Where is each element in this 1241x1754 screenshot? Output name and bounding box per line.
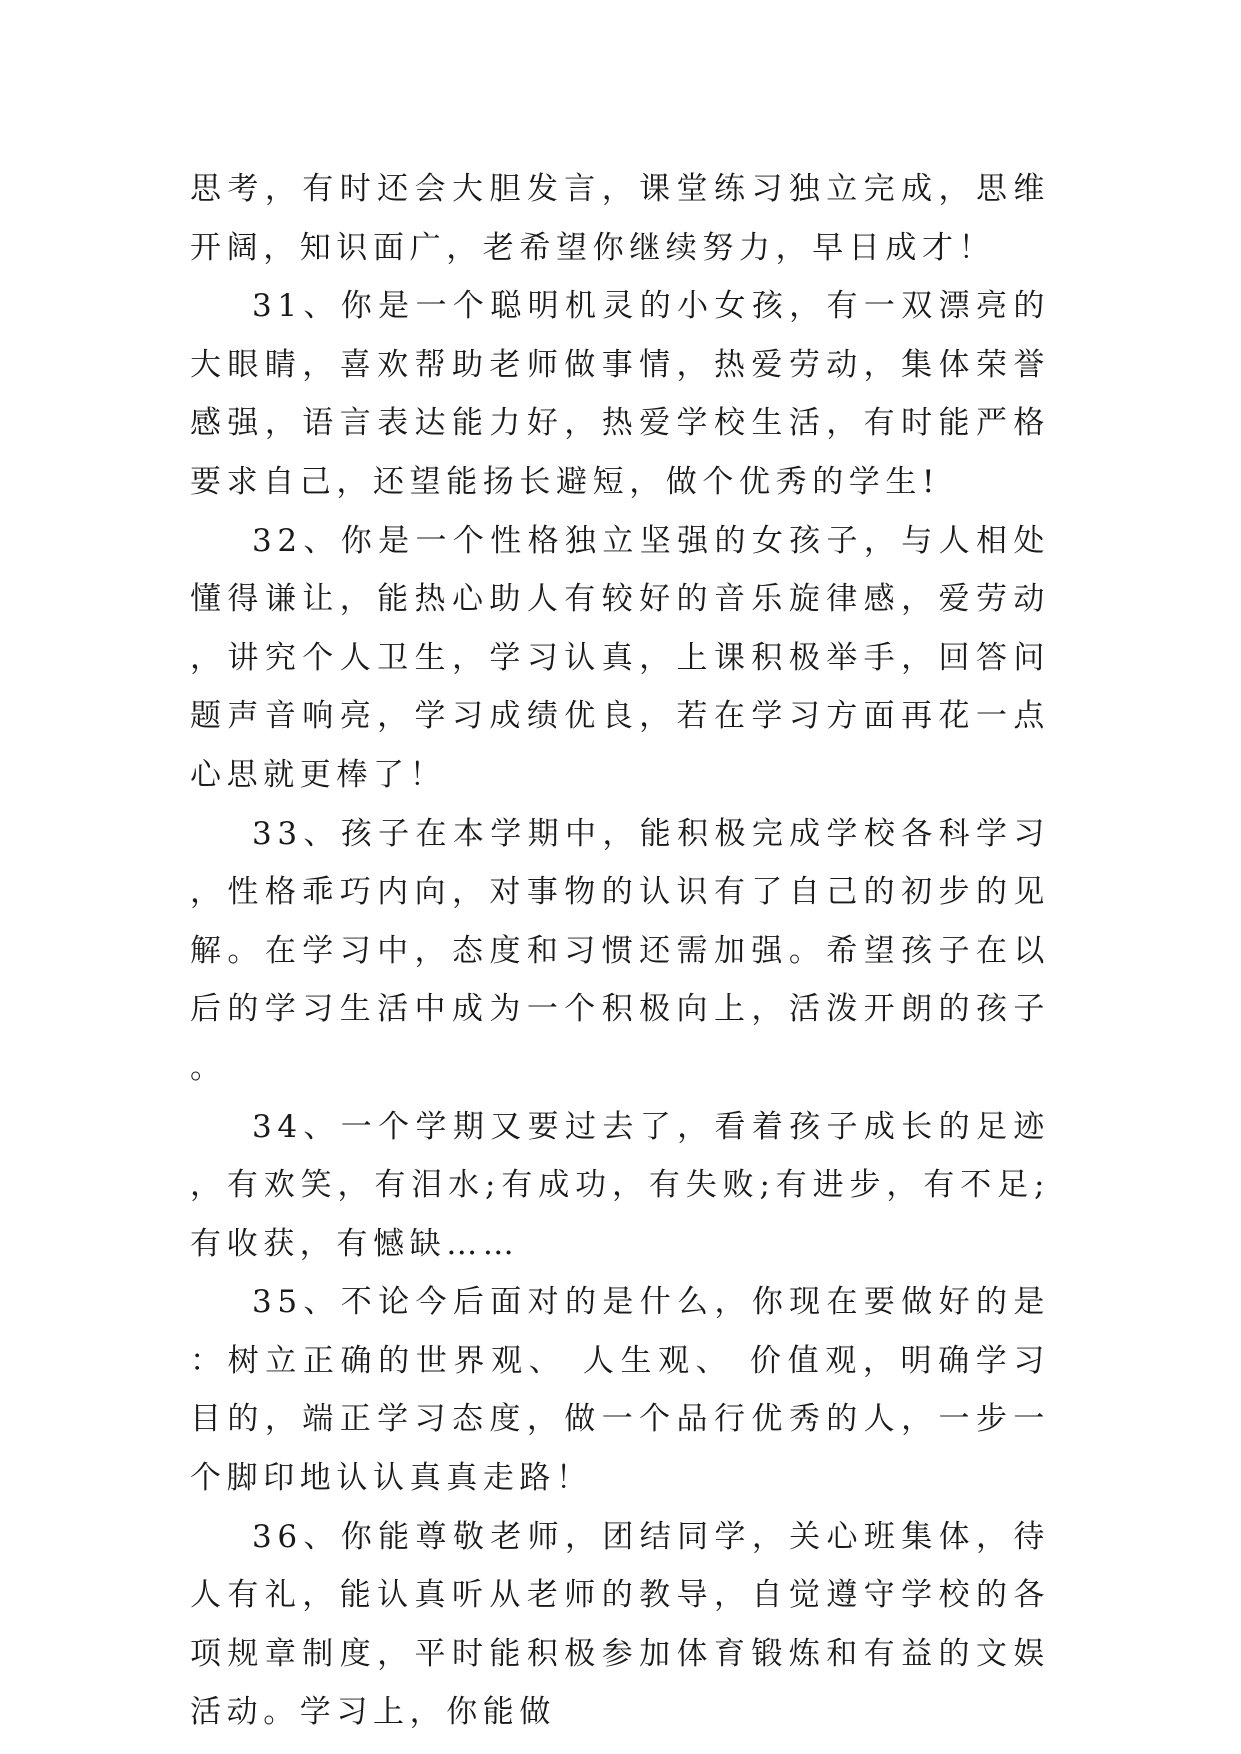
paragraph-34: 34、一个学期又要过去了，看着孩子成长的足迹，有欢笑，有泪水;有成功，有失败;有进步，有不足;有收获，有憾缺…… [190, 1108, 1050, 1262]
paragraph-continuation: 思考，有时还会大胆发言，课堂练习独立完成，思维开阔，知识面广，老希望你继续努力，早日成才！ [190, 171, 1050, 266]
paragraph-31: 31、你是一个聪明机灵的小女孩，有一双漂亮的大眼睛，喜欢帮助老师做事情，热爱劳动，集体荣誉感强，语言表达能力好，热爱学校生活，有时能严格要求自己，还望能扬长避短，做个优秀的学生! [190, 288, 1050, 500]
paragraph-36: 36、你能尊敬老师，团结同学，关心班集体，待人有礼，能认真听从老师的教导，自觉遵守学校的各项规章制度，平时能积极参加体育锻炼和有益的文娱活动。学习上，你能做 [190, 1518, 1050, 1731]
paragraph-33: 33、孩子在本学期中，能积极完成学校各科学习，性格乖巧内向，对事物的认识有了自己的初步的见解。在学习中，态度和习惯还需加强。希望孩子在以后的学习生活中成为一个积极向上，活泼开朗的孩子。 [190, 815, 1050, 1086]
document-body [190, 160, 1050, 1742]
paragraph-32: 32、你是一个性格独立坚强的女孩子，与人相处懂得谦让，能热心助人有较好的音乐旋律感，爱劳动，讲究个人卫生，学习认真，上课积极举手，回答问题声音响亮，学习成绩优良，若在学习方面再花一点心思就更棒了！ [190, 522, 1050, 793]
paragraph-35: 35、不论今后面对的是什么，你现在要做好的是：树立正确的世界观、 人生观、 价值观，明确学习目的，端正学习态度，做一个品行优秀的人，一步一个脚印地认认真真走路！ [190, 1284, 1050, 1497]
